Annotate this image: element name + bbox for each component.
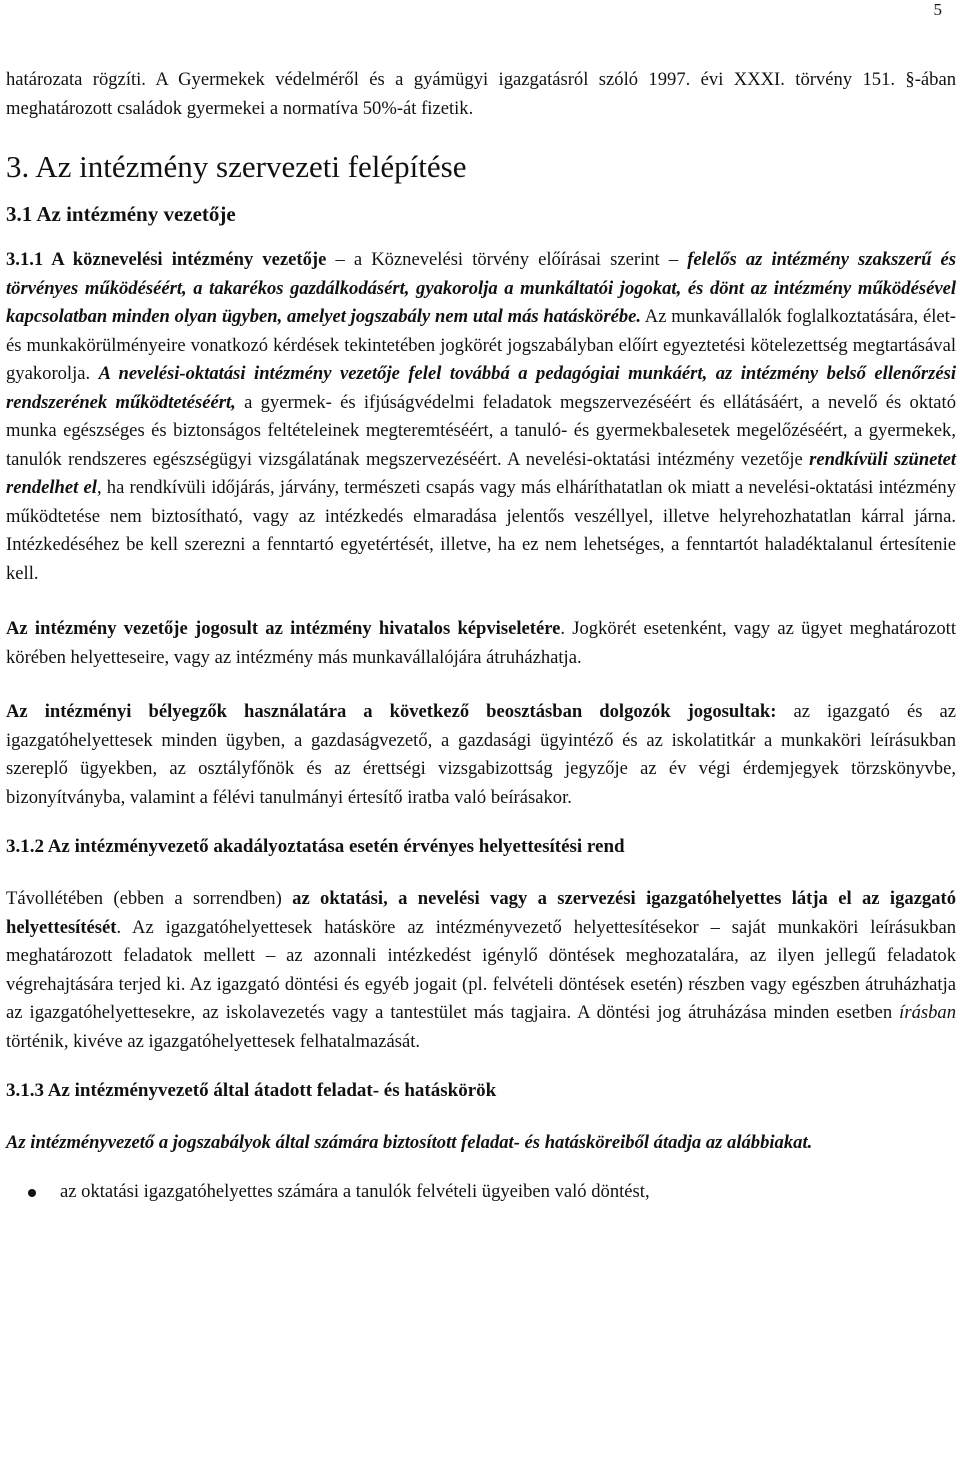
representation-paragraph bbox=[6, 615, 956, 672]
section-3-1-3-title: 3.1.3 Az intézményvezető által átadott feladat- és hatáskörök bbox=[6, 1080, 497, 1101]
section-3-1-1-emphasis3: rendkívüli szünetet rendelhet el bbox=[6, 448, 956, 498]
section-3-1-1-lead: A köznevelési intézmény vezetője bbox=[43, 249, 327, 270]
page-number: 5 bbox=[933, 0, 942, 19]
list-item: az oktatási igazgatóhelyettes számára a tanulók felvételi ügyeiben való döntést, bbox=[6, 1178, 956, 1206]
representation-text: . Jogkörét esetenként, vagy az ügyet meghatározott körében helyetteseire, vagy az intézmény más munkavállalójára átruházhatja. bbox=[6, 618, 956, 668]
document-body bbox=[6, 66, 956, 1206]
representation-bold: Az intézmény vezetője jogosult az intézmény hivatalos képviseletére bbox=[6, 618, 561, 639]
chapter-title: 3. Az intézmény szervezeti felépítése bbox=[6, 149, 467, 184]
stamp-bold: Az intézményi bélyegzők használatára a következő beosztásban dolgozók jogosultak: bbox=[6, 701, 777, 722]
section-3-1-1-text3: a gyermek- és ifjúságvédelmi feladatok megszervezéséért és ellátásáért, a nevelő és oktató munka egészséges és biztonságos feltételeinek megteremtéséért, a tanuló- és gyermekbalesetek megelőzéséért, a gyermekek, tanulók rendszeres egészségügyi vizsgálatának megszervezéséért. A nevelési-oktatási intézmény vezetője bbox=[6, 391, 957, 470]
section-3-1-title: 3.1 Az intézmény vezetője bbox=[6, 202, 236, 226]
section-3-1-1-text2: Az munkavállalók foglalkoztatására, élet- és munkakörülményeire vonatkozó kérdések tekintetében jogkörét jogszabályban előírt egyeztetési kötelezettség megtartásával gyakorolja. bbox=[6, 306, 956, 384]
section-3-1-1-text1: – a Köznevelési törvény előírásai szerint – bbox=[326, 249, 688, 270]
section-3-1-2-text1: Távollétében (ebben a sorrendben) bbox=[6, 888, 293, 909]
section-3-1-1-text4: , ha rendkívüli időjárás, járvány, természeti csapás vagy más elháríthatatlan ok miatt a nevelési-oktatási intézmény működtetése nem biztosítható, vagy az intézkedés elmaradása jelentős veszéllyel, illetve helyrehozhatatlan kárral járna. Intézkedéséhez be kell szerezni a fenntartó egyetértését, illetve, ha ez nem lehetséges, a fenntartót haladéktalanul értesítenie kell. bbox=[6, 477, 957, 584]
section-3-1-2-bold: az oktatási, a nevelési vagy a szervezési igazgatóhelyettes látja el az igazgató helyettesítését bbox=[6, 888, 956, 938]
intro-paragraph: határozata rögzíti. A Gyermekek védelméről és a gyámügyi igazgatásról szóló 1997. évi XXXI. törvény 151. §-ában meghatározott családok gyermekei a normatíva 50%-át fizetik. bbox=[6, 69, 956, 119]
section-3-1-2-text2: . Az igazgatóhelyettesek hatásköre az intézményvezető helyettesítésekor – saját munkaköri leírásukban meghatározott feladatok mellett – az azonnali intézkedést igénylő döntések meghozatalára, az ilyen jellegű feladatok végrehajtására terjed ki. Az igazgató döntési és egyéb jogait (pl. felvételi döntések esetén) részben vagy egészben átruházhatja az igazgatóhelyettesekre, az iskolavezetés vagy a tantestület más tagjaira. A döntési jog átruházása minden esetben bbox=[6, 916, 956, 1023]
section-3-1-3-emphasis: Az intézményvezető a jogszabályok által számára biztosított feladat- és hatásköreiből átadja az alábbiakat. bbox=[6, 1132, 813, 1153]
section-3-1-3-intro bbox=[6, 1129, 956, 1158]
stamp-paragraph bbox=[6, 698, 956, 812]
section-3-1-2-text3: történik, kivéve az igazgatóhelyettesek felhatalmazását. bbox=[6, 1030, 421, 1052]
section-3-1-1-emphasis1: felelős az intézmény szakszerű és törvényes működéséért, a takarékos gazdálkodásért, gyakorolja a munkáltatói jogokat, és dönt az intézmény működésével kapcsolatban minden olyan ügyben, amelyet jogszabály nem utal más hatáskörébe. bbox=[6, 249, 956, 327]
section-3-1-1-paragraph bbox=[6, 246, 956, 588]
stamp-text: az igazgató és az igazgatóhelyettesek minden ügyben, a gazdaságvezető, a gazdasági ügyintéző és az iskolatitkár a munkaköri leírásukban szereplő ügyekben, az osztályfőnök és az érettségi vizsgabizottság jegyzője az év végi érdemjegyek törzskönyvbe, bizonyítványba, valamint a félévi tanulmányi értesítő iratba való beírásakor. bbox=[6, 701, 956, 808]
section-3-1-1-number: 3.1.1 bbox=[6, 249, 44, 270]
section-3-1-2-paragraph bbox=[6, 885, 956, 1056]
section-3-1-2-italic: írásban bbox=[899, 1002, 956, 1023]
section-3-1-1-emphasis2: A nevelési-oktatási intézmény vezetője felel továbbá a pedagógiai munkáért, az intézmény belső ellenőrzési rendszerének működtetéséért, bbox=[6, 363, 957, 413]
delegation-list bbox=[6, 1178, 956, 1206]
section-3-1-2-title: 3.1.2 Az intézményvezető akadályoztatása esetén érvényes helyettesítési rend bbox=[6, 836, 625, 857]
